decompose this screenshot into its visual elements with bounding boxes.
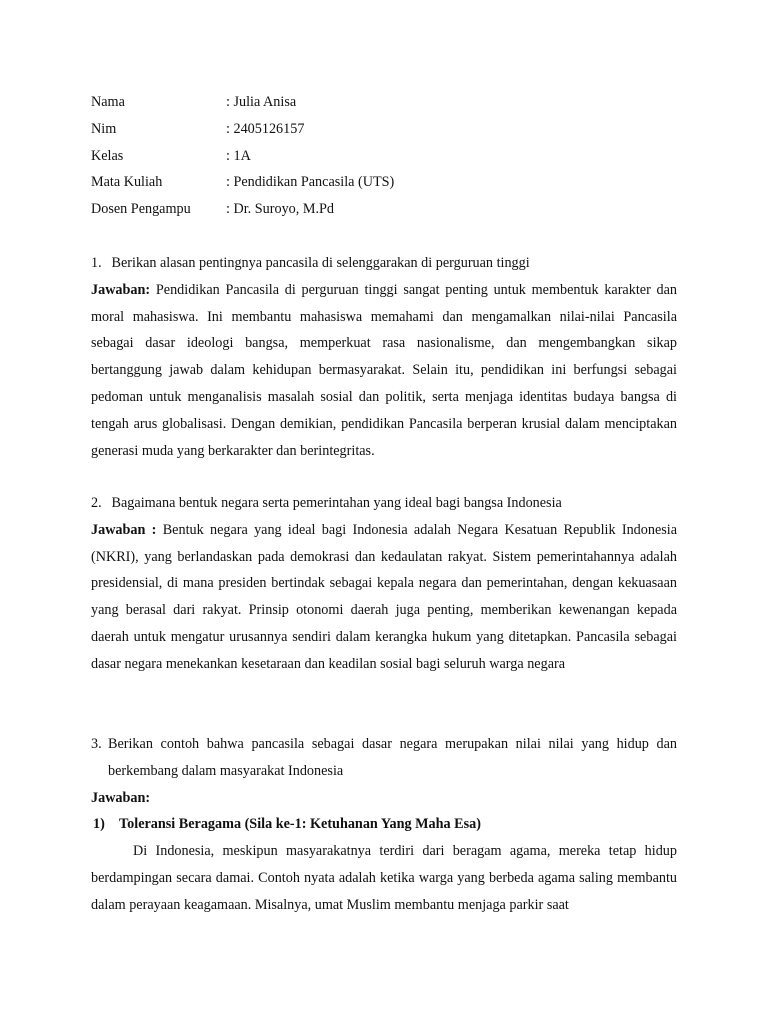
info-row-class (91, 143, 691, 170)
subsection-1-paragraph: Di Indonesia, meskipun masyarakatnya terdiri dari beragam agama, mereka tetap hidup berdampingan secara damai. Contoh nyata adalah ketika warga yang berbeda agama saling membantu dalam perayaan keagamaan. Misalnya, umat Muslim membantu menjaga parkir saat (91, 843, 677, 913)
question-text-line2: berkembang dalam masyarakat Indonesia (108, 762, 344, 779)
info-label: Nim (91, 120, 117, 137)
info-row-lecturer (91, 196, 691, 223)
info-row-course (91, 169, 691, 196)
student-info (91, 89, 691, 223)
question-1-text (91, 250, 677, 277)
info-label: Mata Kuliah (91, 174, 163, 191)
answer-label: Jawaban: (91, 281, 151, 298)
subsection-number: 1) (93, 816, 105, 833)
answer-1 (91, 277, 677, 465)
answer-label: Jawaban : (91, 521, 157, 538)
question-text-line1: Berikan contoh bahwa pancasila sebagai dasar negara merupakan nilai nilai yang hidup dan (108, 736, 677, 752)
info-row-name (91, 89, 691, 116)
answer-text: Pendidikan Pancasila di perguruan tinggi sangat penting untuk membentuk karakter dan moral mahasiswa. Ini membantu mahasiswa memahami dan mengamalkan nilai-nilai Pancasila sebagai dasar ideologi bangsa, memperkuat rasa nasionalisme, dan mengembangkan sikap bertanggung jawab dalam kehidupan bermasyarakat. Selain itu, pendidikan ini berfungsi sebagai pedoman untuk menganalisis masalah sosial dan politik, serta menjaga identitas budaya bangsa di tengah arus globalisasi. Dengan demikian, pendidikan Pancasila berperan krusial dalam menciptakan generasi muda yang berkarakter dan berintegritas. (91, 281, 677, 459)
question-text: Bagaimana bentuk negara serta pemerintahan yang ideal bagi bangsa Indonesia (111, 495, 562, 511)
question-1 (91, 250, 677, 464)
answer-text: Bentuk negara yang ideal bagi Indonesia adalah Negara Kesatuan Republik Indonesia (NKRI), yang berlandaskan pada demokrasi dan kedaulatan rakyat. Sistem pemerintahannya adalah presidensial, di mana presiden bertindak sebagai kepala negara dan pemerintahan, dengan kekuasaan yang berasal dari rakyat. Prinsip otonomi daerah juga penting, memberikan kewenangan kepada daerah untuk mengatur urusannya sendiri dalam kerangka hukum yang ditetapkan. Pancasila sebagai dasar negara menekankan kesetaraan dan keadilan sosial bagi seluruh warga negara (91, 521, 678, 672)
question-3 (91, 731, 677, 919)
answer-label-text: Jawaban: (91, 789, 151, 806)
info-label: Nama (91, 94, 125, 110)
question-3-text (91, 731, 677, 758)
question-number: 3. (91, 736, 102, 752)
info-label: Kelas (91, 147, 124, 164)
info-value: : 1A (226, 147, 251, 164)
info-label: Dosen Pengampu (91, 201, 191, 218)
info-value: : Julia Anisa (226, 94, 297, 110)
question-text: Berikan alasan pentingnya pancasila di selenggarakan di perguruan tinggi (111, 255, 530, 271)
question-number: 2. (91, 495, 102, 511)
question-number: 1. (91, 255, 102, 271)
question-2-text (91, 490, 677, 517)
info-value: : 2405126157 (226, 120, 305, 137)
info-row-nim (91, 116, 691, 143)
answer-label (91, 785, 677, 812)
info-value: : Dr. Suroyo, M.Pd (226, 201, 334, 218)
subsection-1-heading (91, 811, 677, 838)
info-value: : Pendidikan Pancasila (UTS) (226, 174, 395, 191)
subsection-title: Toleransi Beragama (Sila ke-1: Ketuhanan Yang Maha Esa) (119, 816, 481, 833)
question-2 (91, 490, 677, 678)
answer-2 (91, 517, 677, 678)
